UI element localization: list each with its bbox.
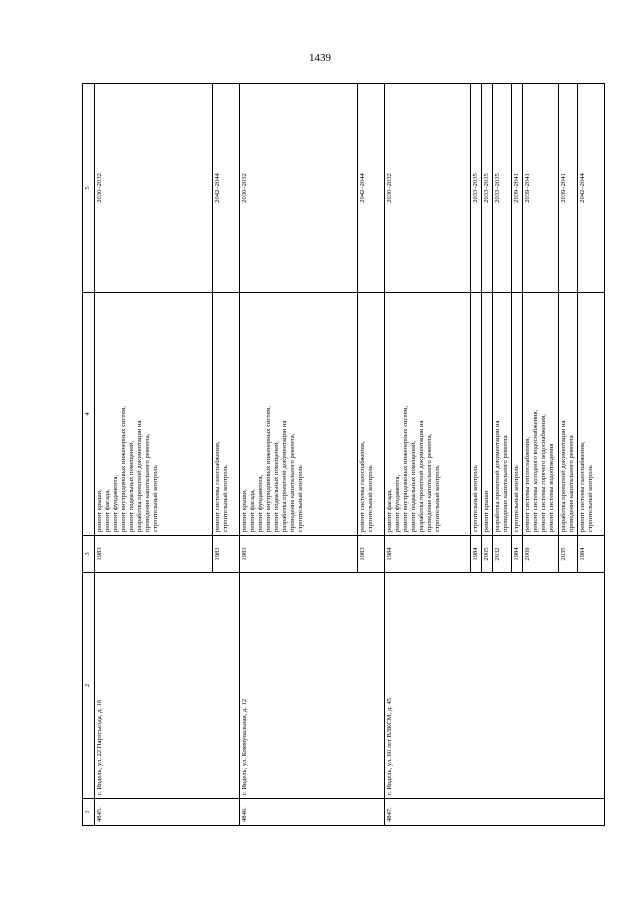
period-cell: 2030–2032 — [95, 84, 213, 293]
row-number: 4845. — [95, 799, 240, 826]
work-item: ремонт системы теплоснабжения, — [524, 437, 531, 532]
work-item: ремонт фундамента, — [112, 474, 119, 532]
works-cell — [95, 293, 213, 536]
work-item: строительный контроль — [152, 465, 159, 532]
year-cell: 1984 — [512, 536, 523, 573]
table-row — [240, 84, 358, 826]
works-cell — [358, 293, 385, 536]
work-item: ремонт внутридомовых инженерных систем, — [120, 405, 127, 532]
table-body — [95, 84, 605, 826]
period-cell: 2030–2032 — [240, 84, 358, 293]
period-cell: 2039–2041 — [559, 84, 578, 293]
work-item: разработка проектной документации на — [494, 420, 501, 532]
works-cell — [512, 293, 523, 536]
work-item: ремонт фундамента, — [257, 474, 264, 532]
work-item: ремонт системы газоснабжения, — [359, 441, 366, 532]
period-cell: 2039–2041 — [523, 84, 559, 293]
header-col-2: 2 — [83, 573, 95, 799]
work-item: проведение капитального ремонта, — [426, 433, 433, 532]
period-cell: 2042–2044 — [578, 84, 605, 293]
works-cell — [493, 293, 512, 536]
capital-repair-table — [82, 83, 605, 826]
header-col-3: 3 — [83, 536, 95, 573]
rotated-table-wrapper — [82, 84, 594, 826]
year-cell: 1984 — [578, 536, 605, 573]
work-item: разработка проектной документации на — [136, 420, 143, 532]
work-item: ремонт системы водоотведения — [548, 443, 555, 532]
page-number: 1439 — [309, 52, 331, 64]
works-cell — [240, 293, 358, 536]
period-cell: 2042–2044 — [358, 84, 385, 293]
work-item: разработка проектной документации на — [560, 420, 567, 532]
work-item: строительный контроль — [513, 465, 520, 532]
header-col-1: 1 — [83, 799, 95, 826]
work-item: ремонт системы холодного водоснабжения, — [532, 409, 539, 532]
year-cell: 1983 — [240, 536, 358, 573]
work-item: разработка проектной документации на — [418, 420, 425, 532]
work-item: строительный контроль — [434, 465, 441, 532]
works-cell — [523, 293, 559, 536]
work-item: ремонт подвальных помещений, — [128, 441, 135, 532]
work-item: ремонт фасада, — [104, 489, 111, 532]
address-cell: г. Ивдель, ул. Коммунальная, д. 12 — [240, 573, 385, 799]
year-cell: 1984 — [385, 536, 471, 573]
year-cell: 1983 — [95, 536, 213, 573]
work-item: ремонт крыши — [483, 490, 490, 532]
work-item: проведение капитального ремонта — [502, 435, 509, 532]
work-item: ремонт системы горячего водоснабжения, — [540, 414, 547, 532]
works-cell — [385, 293, 471, 536]
work-item: ремонт фасада, — [386, 489, 393, 532]
work-item: ремонт фасада, — [249, 489, 256, 532]
work-item: ремонт крыши, — [96, 489, 103, 532]
work-item: проведение капитального ремонта, — [144, 433, 151, 532]
header-col-4: 4 — [83, 293, 95, 536]
header-col-5: 5 — [83, 84, 95, 293]
table-row — [95, 84, 213, 826]
work-item: строительный контроль — [297, 465, 304, 532]
works-cell — [578, 293, 605, 536]
work-item: ремонт фундамента, — [394, 474, 401, 532]
year-cell: 1984 — [471, 536, 482, 573]
year-cell: 2009 — [523, 536, 559, 573]
year-cell: 1983 — [213, 536, 240, 573]
period-cell: 2030–2032 — [385, 84, 471, 293]
year-cell: 2032 — [493, 536, 512, 573]
work-item: строительный контроль — [222, 465, 229, 532]
period-cell: 2042–2044 — [213, 84, 240, 293]
work-item: строительный контроль — [587, 465, 594, 532]
row-number: 4846. — [240, 799, 385, 826]
work-item: разработка проектной документации на — [281, 420, 288, 532]
period-cell: 2033–2035 — [493, 84, 512, 293]
period-cell: 2039–2041 — [512, 84, 523, 293]
work-item: ремонт подвальных помещений, — [273, 441, 280, 532]
work-item: строительный контроль — [367, 465, 374, 532]
address-cell: г. Ивдель, ул. 22 Партсъезда, д. 16 — [95, 573, 240, 799]
work-item: строительный контроль — [472, 465, 479, 532]
works-cell — [213, 293, 240, 536]
works-cell — [482, 293, 493, 536]
work-item: ремонт системы газоснабжения, — [579, 441, 586, 532]
period-cell: 2033–2035 — [482, 84, 493, 293]
works-cell — [471, 293, 482, 536]
row-number: 4847. — [385, 799, 605, 826]
work-item: ремонт крыши, — [241, 489, 248, 532]
works-cell — [559, 293, 578, 536]
work-item: ремонт подвальных помещений, — [410, 441, 417, 532]
table-row — [385, 84, 471, 826]
period-cell: 2033–2035 — [471, 84, 482, 293]
year-cell: 2035 — [559, 536, 578, 573]
work-item: проведение капитального ремонта, — [289, 433, 296, 532]
header-row — [83, 84, 95, 826]
work-item: ремонт системы газоснабжения, — [214, 441, 221, 532]
work-item: проведение капитального ремонта — [568, 435, 575, 532]
year-cell: 1983 — [358, 536, 385, 573]
work-item: ремонт внутридомовых инженерных систем, — [265, 405, 272, 532]
year-cell: 2005 — [482, 536, 493, 573]
work-item: ремонт внутридомовых инженерных систем, — [402, 405, 409, 532]
address-cell: г. Ивдель, ул. 60 лет ВЛКСМ, д. 45 — [385, 573, 605, 799]
